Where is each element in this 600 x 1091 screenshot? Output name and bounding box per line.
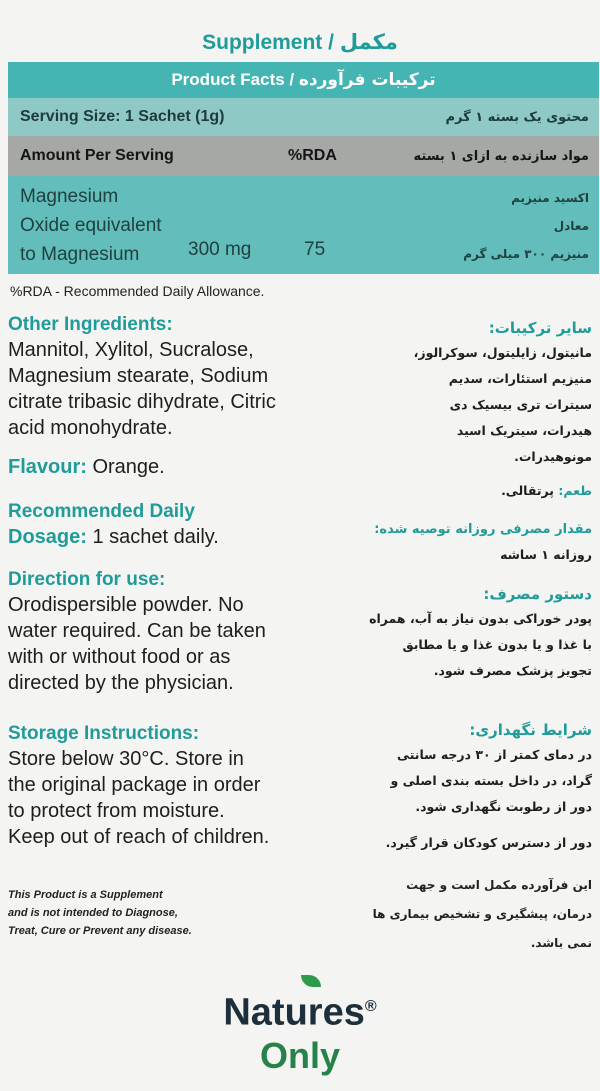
other-ingredients-line-fa: مانیتول، زایلیتول، سوکرالوز، xyxy=(413,345,592,360)
direction-line: directed by the physician. xyxy=(8,672,234,694)
product-facts-panel xyxy=(8,62,599,274)
flavour-label-fa: طعم: xyxy=(558,483,592,498)
disclaimer-en xyxy=(8,886,278,940)
other-ingredients-fa xyxy=(327,316,592,470)
disclaimer-line: Treat, Cure or Prevent any disease. xyxy=(8,925,192,937)
supplement-title-fa: مکمل xyxy=(339,30,398,54)
direction-heading: Direction for use: xyxy=(8,569,166,590)
direction-line-fa: با غذا و یا بدون غذا و یا مطابق xyxy=(402,637,592,652)
magnesium-fa-line-1: اکسید منیزیم xyxy=(511,191,589,205)
disclaimer-line-fa: درمان، پیشگیری و تشخیص بیماری ها xyxy=(372,907,592,921)
other-ingredients-line: citrate tribasic dihydrate, Citric xyxy=(8,391,276,413)
disclaimer-line: and is not intended to Diagnose, xyxy=(8,907,178,919)
magnesium-line-1: Magnesium xyxy=(20,186,119,207)
other-ingredients-line-fa: منیزیم استئارات، سدیم xyxy=(448,371,592,386)
rda-column-header: %RDA xyxy=(288,147,337,164)
other-ingredients-heading: Other Ingredients: xyxy=(8,314,173,335)
product-facts-title-fa: ترکیبات فرآورده xyxy=(298,70,436,90)
magnesium-fa-line-3: منیزیم ۳۰۰ میلی گرم xyxy=(463,247,589,261)
storage-line-fa: گراد، در داخل بسته بندی اصلی و xyxy=(390,773,592,788)
magnesium-name xyxy=(20,182,162,269)
direction-line: water required. Can be taken xyxy=(8,620,266,642)
amount-per-serving-en: Amount Per Serving xyxy=(20,147,174,164)
storage-line-fa: دور از رطوبت نگهداری شود. xyxy=(415,799,592,814)
disclaimer-line-fa: این فرآورده مکمل است و جهت xyxy=(406,878,592,892)
dosage-heading: Recommended Daily xyxy=(8,501,195,522)
flavour-value-fa: پرتقالی. xyxy=(501,483,559,498)
other-ingredients-line: Magnesium stearate, Sodium xyxy=(8,365,269,387)
other-ingredients-line-fa: مونوهیدرات. xyxy=(514,449,592,464)
supplement-title-en: Supplement xyxy=(202,31,323,54)
magnesium-line-2: Oxide equivalent xyxy=(20,215,162,236)
flavour-value: Orange. xyxy=(86,456,165,478)
other-ingredients-line: Mannitol, Xylitol, Sucralose, xyxy=(8,339,254,361)
storage-fa xyxy=(327,718,592,856)
brand-logo xyxy=(0,975,600,1077)
storage-line: Store below 30°C. Store in xyxy=(8,748,244,770)
rda-note: %RDA - Recommended Daily Allowance. xyxy=(10,283,265,299)
storage-en xyxy=(8,722,328,850)
amount-per-serving-row xyxy=(8,136,599,176)
brand-name-line-1: Natures xyxy=(223,991,365,1034)
magnesium-rda: 75 xyxy=(304,239,326,260)
other-ingredients-line: acid monohydrate. xyxy=(8,417,173,439)
supplement-title: Supplement / مکمل xyxy=(202,30,398,54)
storage-line-fa: در دمای کمتر از ۳۰ درجه سانتی xyxy=(397,747,592,762)
other-ingredients-heading-fa: سایر ترکیبات: xyxy=(488,319,592,337)
magnesium-amount: 300 mg xyxy=(188,239,252,260)
direction-fa xyxy=(327,582,592,684)
direction-line-fa: پودر خوراکی بدون نیاز به آب، همراه xyxy=(369,611,592,626)
product-facts-title: Product Facts / ترکیبات فرآورده xyxy=(8,62,599,98)
dosage-en xyxy=(8,500,328,550)
other-ingredients-en xyxy=(8,313,328,441)
brand-name-line-2: Only xyxy=(259,1034,340,1076)
direction-line: Orodispersible powder. No xyxy=(8,594,244,616)
storage-heading-fa: شرایط نگهداری: xyxy=(469,721,592,739)
other-ingredients-line-fa: سیترات تری بیسیک دی xyxy=(449,397,592,412)
direction-line: with or without food or as xyxy=(8,646,231,668)
other-ingredients-line-fa: هیدرات، سیتریک اسید xyxy=(456,423,592,438)
disclaimer-line-fa: نمی باشد. xyxy=(530,936,592,950)
registered-mark: ® xyxy=(364,998,377,1015)
serving-size-fa: محتوی یک بسته ۱ گرم xyxy=(445,109,589,125)
flavour-label: Flavour: xyxy=(8,456,87,478)
amount-per-serving-fa: مواد سازنده به ازای ۱ بسته xyxy=(413,148,589,164)
dosage-fa xyxy=(327,518,592,568)
storage-children-fa: دور از دسترس کودکان قرار گیرد. xyxy=(385,835,592,850)
magnesium-line-3: to Magnesium xyxy=(20,244,140,265)
disclaimer-line: This Product is a Supplement xyxy=(8,889,163,901)
dosage-label: Dosage: xyxy=(8,526,87,548)
direction-heading-fa: دستور مصرف: xyxy=(483,585,592,603)
dosage-heading-fa: مقدار مصرفی روزانه توصیه شده: xyxy=(374,522,592,537)
magnesium-row xyxy=(8,176,599,274)
flavour-en xyxy=(8,454,328,480)
direction-line-fa: تجویز پزشک مصرف شود. xyxy=(433,663,592,678)
magnesium-name-fa xyxy=(463,184,589,268)
flavour-fa xyxy=(327,478,592,504)
storage-line: Keep out of reach of children. xyxy=(8,826,270,848)
disclaimer-fa xyxy=(307,871,592,958)
serving-size-en: Serving Size: 1 Sachet (1g) xyxy=(20,108,225,125)
serving-size-row xyxy=(8,98,599,136)
dosage-value: 1 sachet daily. xyxy=(86,526,219,548)
product-facts-title-en: Product Facts xyxy=(171,70,285,89)
dosage-value-fa: روزانه ۱ ساشه xyxy=(500,547,592,562)
storage-line: to protect from moisture. xyxy=(8,800,225,822)
magnesium-fa-line-2: معادل xyxy=(553,219,589,233)
storage-heading: Storage Instructions: xyxy=(8,723,200,744)
storage-line: the original package in order xyxy=(8,774,261,796)
supplement-header xyxy=(0,0,600,60)
direction-en xyxy=(8,568,328,696)
